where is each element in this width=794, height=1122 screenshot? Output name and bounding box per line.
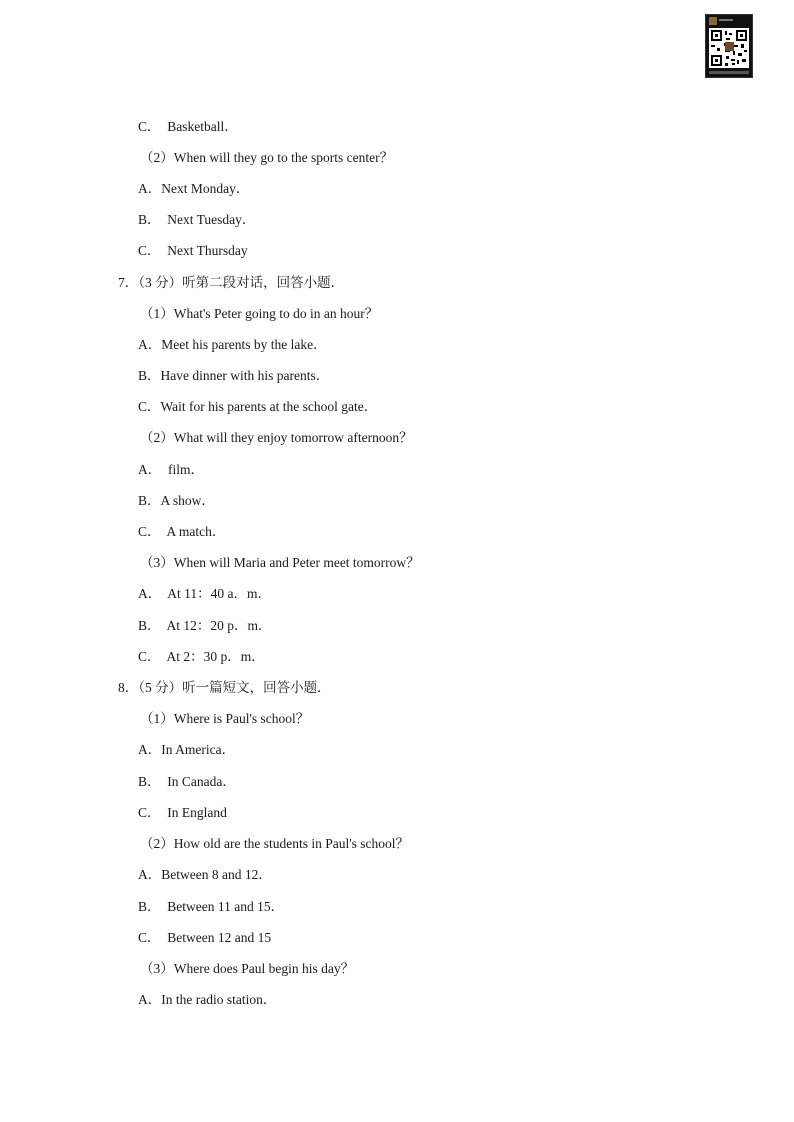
question-heading: 8．（5 分）听一篇短文，回答小题． <box>118 680 331 695</box>
option-a: A．In America． <box>138 742 236 757</box>
option-b: B． Next Tuesday． <box>138 212 256 227</box>
option-b: B． At 12：20 p．m． <box>138 618 272 633</box>
option-c: C． At 2：30 p．m． <box>138 649 265 664</box>
option-b: B．A show． <box>138 493 215 508</box>
option-b: B．Have dinner with his parents． <box>138 368 330 383</box>
sub-question: （1）Where is Paul's school？ <box>140 711 310 726</box>
sub-question: （3）Where does Paul begin his day？ <box>140 961 355 976</box>
qr-code-icon <box>705 14 753 78</box>
question-heading: 7．（3 分）听第二段对话，回答小题． <box>118 275 345 290</box>
option-a: A．Between 8 and 12． <box>138 867 272 882</box>
option-a: A．Next Monday． <box>138 181 250 196</box>
option-c: C． A match． <box>138 524 226 539</box>
option-b: B． In Canada． <box>138 774 236 789</box>
sub-question: （2）How old are the students in Paul's school？ <box>140 836 410 851</box>
option-c: C． Basketball． <box>138 119 238 134</box>
option-c: C． Next Thursday <box>138 243 248 258</box>
option-a: A． At 11：40 a．m． <box>138 586 271 601</box>
option-c: C． Between 12 and 15 <box>138 930 272 945</box>
sub-question: （1）What's Peter going to do in an hour？ <box>140 306 379 321</box>
option-b: B． Between 11 and 15． <box>138 899 285 914</box>
option-a: A．In the radio station． <box>138 992 277 1007</box>
sub-question: （2）When will they go to the sports center？ <box>140 150 394 165</box>
option-a: A．Meet his parents by the lake． <box>138 337 327 352</box>
option-a: A． film． <box>138 462 204 477</box>
sub-question: （2）What will they enjoy tomorrow afternoon？ <box>140 430 413 445</box>
option-c: C． In England <box>138 805 227 820</box>
sub-question: （3）When will Maria and Peter meet tomorrow？ <box>140 555 420 570</box>
option-c: C．Wait for his parents at the school gate． <box>138 399 378 414</box>
